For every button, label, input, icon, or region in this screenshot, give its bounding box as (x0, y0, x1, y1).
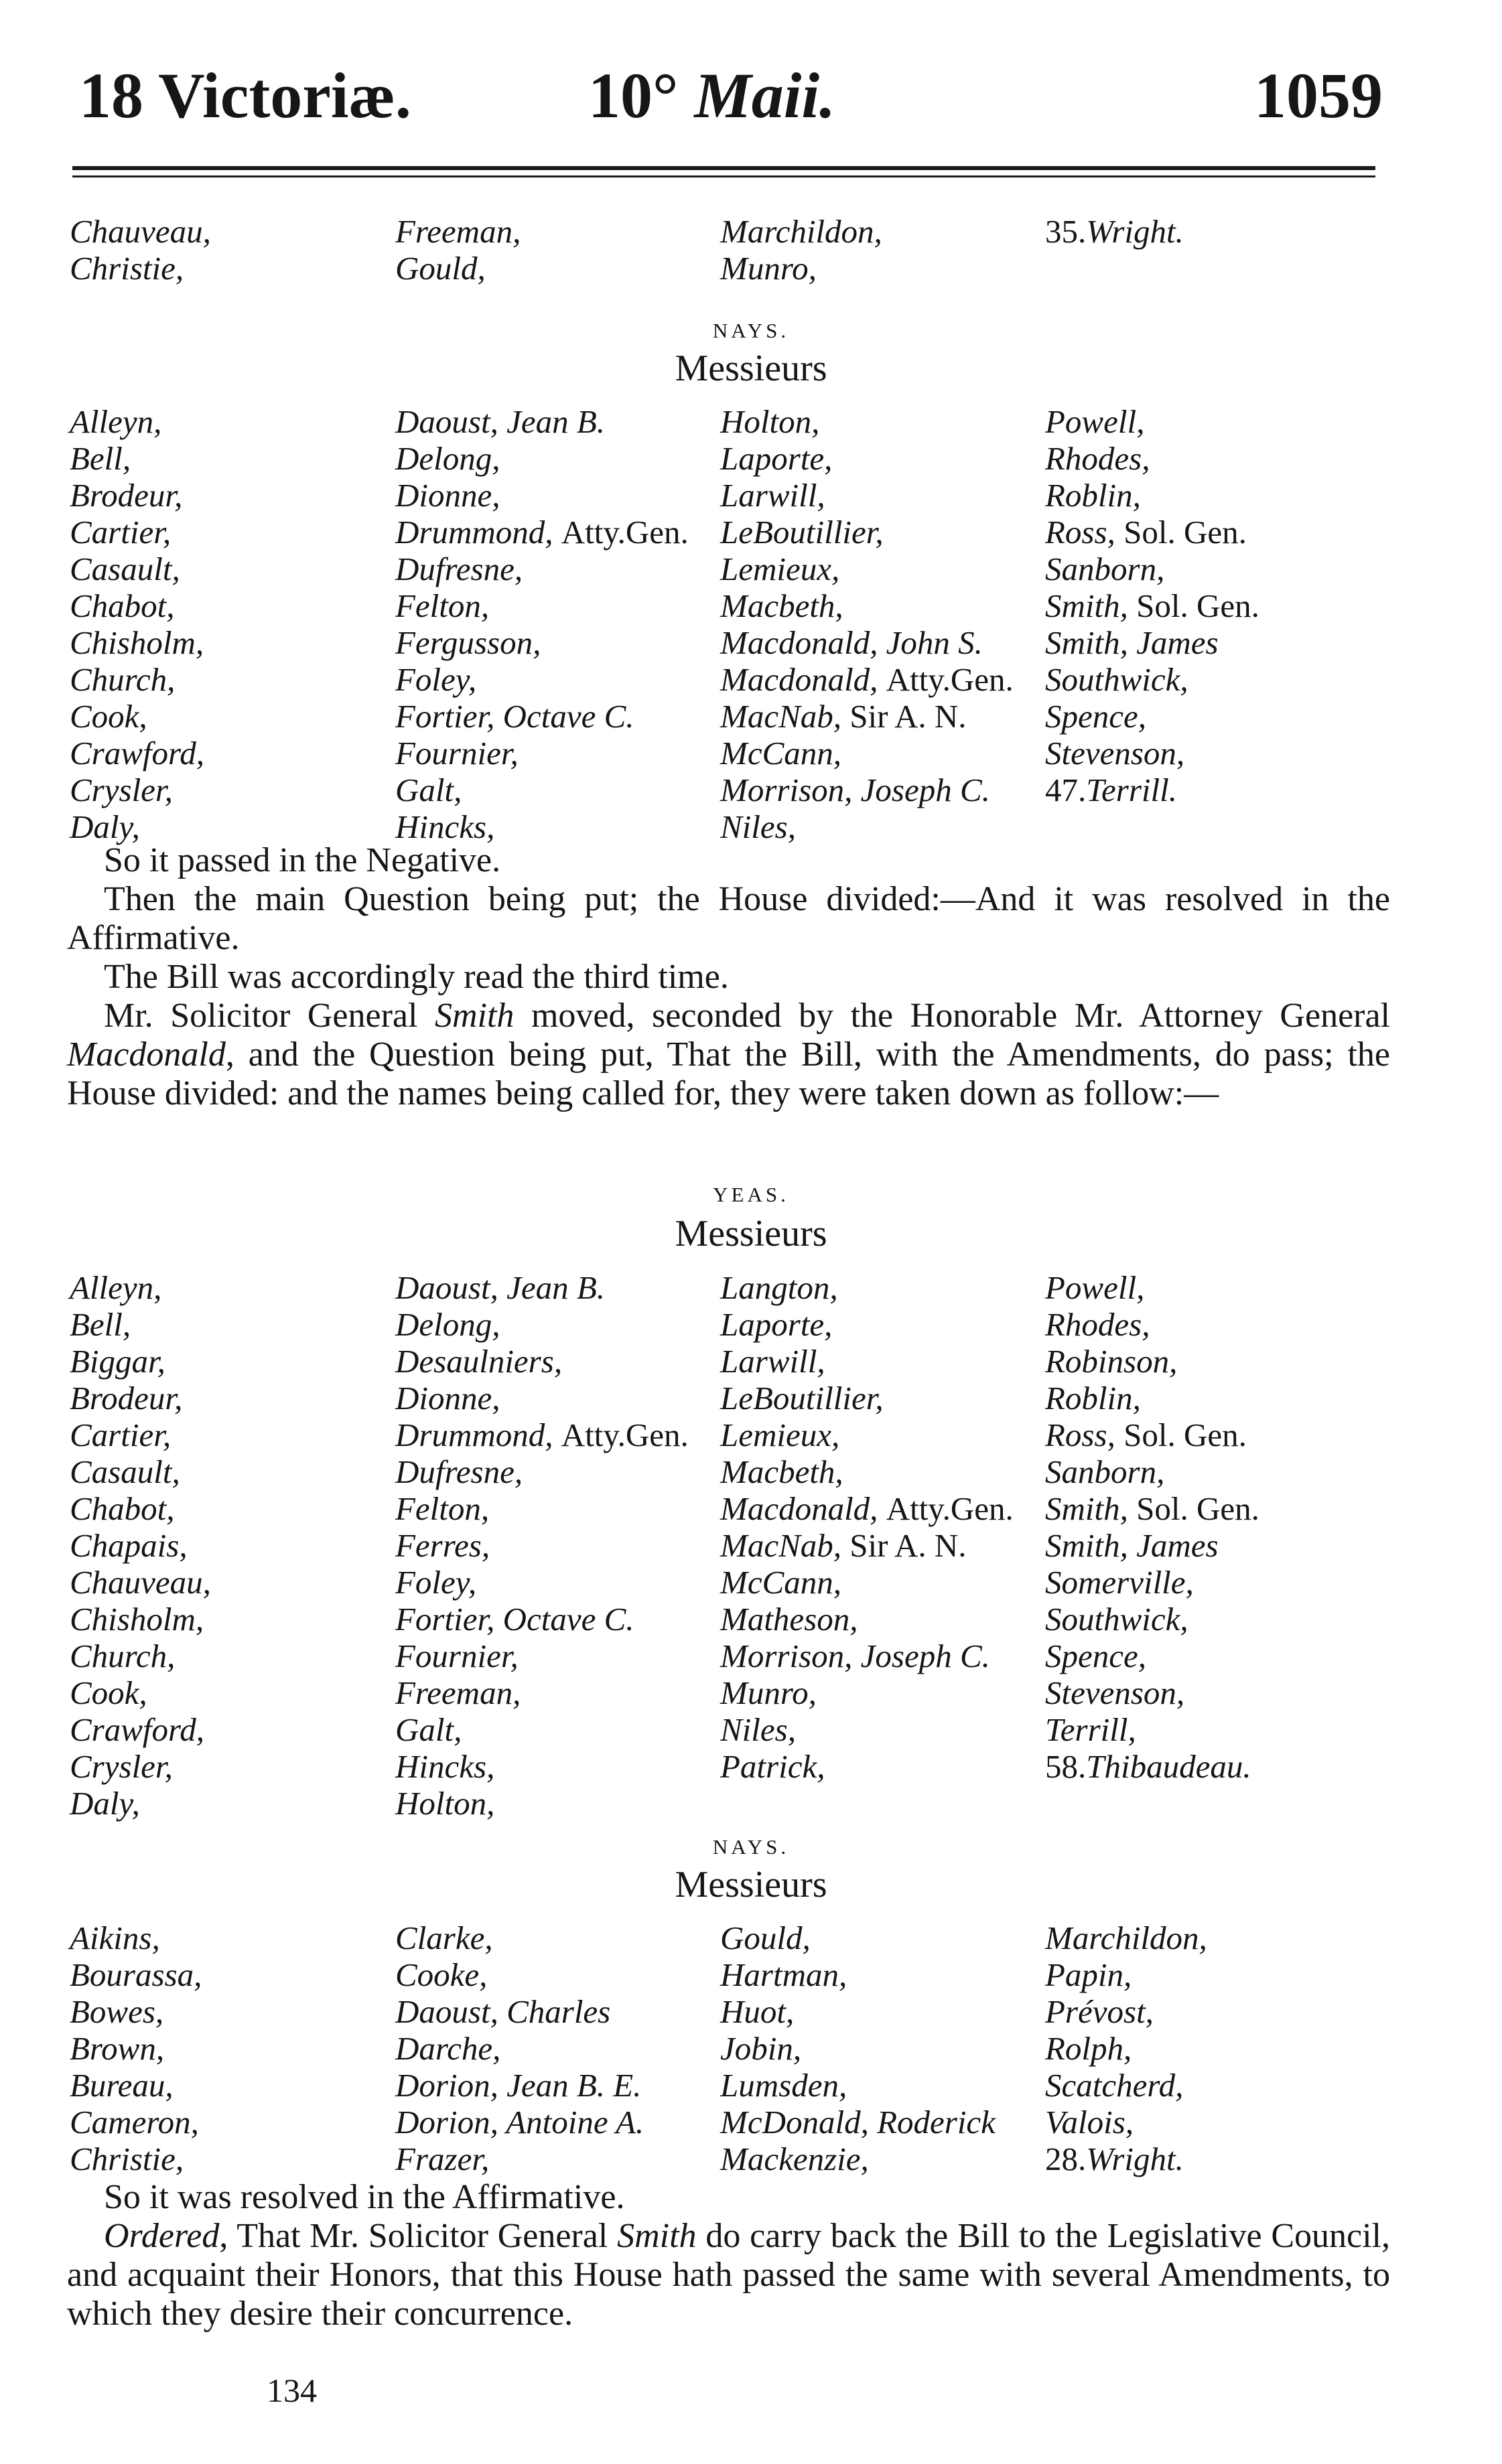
member-name: Cartier, (70, 514, 172, 551)
proceedings-text-2 (67, 2178, 1390, 2333)
member-name: Galt, (395, 1711, 462, 1748)
member-name: Somerville, (1045, 1564, 1194, 1601)
member-name: Bell, (70, 440, 131, 477)
member-name: Cooke, (395, 1956, 488, 1993)
member-name: Holton, (395, 1785, 495, 1822)
paragraph-main-question: Then the main Question being put; the House divided:—And it was resolved in the Affirmative. (67, 880, 1390, 957)
name-row (0, 698, 1502, 735)
paragraph-third-reading: The Bill was accordingly read the third time. (104, 958, 729, 996)
member-name: Gould, (720, 1919, 811, 1956)
member-name: Morrison, Joseph C. (720, 772, 990, 808)
member-name: McDonald, Roderick (720, 2104, 996, 2141)
member-name: Macbeth, (720, 587, 843, 624)
member-name: Huot, (720, 1993, 795, 2030)
member-name: McCann, (720, 1564, 841, 1601)
member-name: Casault, (70, 1453, 180, 1490)
name-row (0, 551, 1502, 587)
member-name: LeBoutillier, (720, 514, 884, 551)
member-name: Rolph, (1045, 2030, 1132, 2067)
name-row (0, 1269, 1502, 1306)
name-row (0, 624, 1502, 661)
member-name: Fournier, (395, 735, 519, 772)
member-name: Smith, James (1045, 624, 1219, 661)
member-name: Drummond, Atty.Gen. (395, 514, 689, 551)
member-name: Drummond, Atty.Gen. (395, 1417, 689, 1453)
member-name: Powell, (1045, 1269, 1145, 1306)
member-name: Foley, (395, 1564, 477, 1601)
member-name: Freeman, (395, 213, 521, 250)
date-day: 10° (588, 60, 679, 131)
member-name: Hartman, (720, 1956, 847, 1993)
member-name: Alleyn, (70, 1269, 162, 1306)
member-name: Roblin, (1045, 1380, 1141, 1417)
member-name: MacNab, Sir A. N. (720, 1527, 967, 1564)
name-row (0, 1343, 1502, 1380)
member-name: Cook, (70, 698, 147, 735)
member-name: Laporte, (720, 1306, 833, 1343)
member-name: Church, (70, 661, 176, 698)
member-name: Chabot, (70, 587, 175, 624)
member-name: McCann, (720, 735, 841, 772)
member-name: Brodeur, (70, 477, 183, 514)
division-1-yeas-list (0, 213, 1502, 287)
member-name: Prévost, (1045, 1993, 1154, 2030)
member-name: Smith, James (1045, 1527, 1219, 1564)
member-name: Aikins, (70, 1919, 160, 1956)
name-row (0, 772, 1502, 808)
member-name: Dufresne, (395, 1453, 523, 1490)
member-name: 58.Thibaudeau. (1045, 1748, 1251, 1785)
name-row (0, 661, 1502, 698)
name-row (0, 2104, 1502, 2141)
member-name: Macdonald, John S. (720, 624, 983, 661)
division-2-yeas-heading: YEAS. (713, 1183, 789, 1206)
member-name: Macbeth, (720, 1453, 843, 1490)
member-name: Fournier, (395, 1638, 519, 1674)
division-2-yeas-messieurs: Messieurs (675, 1213, 827, 1254)
member-name: Freeman, (395, 1674, 521, 1711)
proceedings-text-1 (67, 841, 1390, 1113)
name-row (0, 514, 1502, 551)
member-name: Fergusson, (395, 624, 541, 661)
header-rule-thin (72, 175, 1375, 177)
member-name: Daoust, Jean B. (395, 403, 605, 440)
member-name: Bourassa, (70, 1956, 202, 1993)
division-1-nays-heading: NAYS. (712, 319, 790, 342)
member-name: Crawford, (70, 1711, 205, 1748)
member-name: Church, (70, 1638, 176, 1674)
member-name: Chisholm, (70, 624, 204, 661)
name-row (0, 1919, 1502, 1956)
member-name: Southwick, (1045, 1601, 1188, 1638)
date-month: Maii. (694, 60, 836, 131)
member-name: Marchildon, (1045, 1919, 1207, 1956)
division-1-nays-list (0, 403, 1502, 845)
member-name: MacNab, Sir A. N. (720, 698, 967, 735)
member-name: Holton, (720, 403, 820, 440)
member-name: Spence, (1045, 698, 1146, 735)
member-name: Foley, (395, 661, 477, 698)
page-number: 1059 (1254, 60, 1383, 131)
member-name: Gould, (395, 250, 486, 287)
member-name: Robinson, (1045, 1343, 1178, 1380)
member-name: Lumsden, (720, 2067, 847, 2104)
member-name: Dufresne, (395, 551, 523, 587)
signature-folio: 134 (267, 2372, 317, 2409)
member-name: Felton, (395, 587, 490, 624)
member-name: Ross, Sol. Gen. (1045, 1417, 1247, 1453)
name-row (0, 2067, 1502, 2104)
member-name: Brodeur, (70, 1380, 183, 1417)
paragraph-negative: So it passed in the Negative. (104, 841, 501, 879)
member-name: Jobin, (720, 2030, 802, 2067)
member-name: Dionne, (395, 477, 500, 514)
member-name: Christie, (70, 250, 184, 287)
member-name: Matheson, (720, 1601, 858, 1638)
member-name: Alleyn, (70, 403, 162, 440)
member-name: Munro, (720, 250, 817, 287)
name-row (0, 1638, 1502, 1674)
name-row (0, 1748, 1502, 1785)
name-row (0, 1453, 1502, 1490)
name-row (0, 1564, 1502, 1601)
member-name: Fortier, Octave C. (395, 1601, 634, 1638)
name-row (0, 1711, 1502, 1748)
member-name: Daoust, Charles (395, 1993, 611, 2030)
member-name: Biggar, (70, 1343, 165, 1380)
name-row (0, 1993, 1502, 2030)
member-name: Munro, (720, 1674, 817, 1711)
member-name: Sanborn, (1045, 1453, 1165, 1490)
member-name: Bureau, (70, 2067, 174, 2104)
division-2-nays-heading: NAYS. (712, 1835, 790, 1859)
member-name: Valois, (1045, 2104, 1134, 2141)
member-name: Larwill, (720, 477, 825, 514)
member-name: Cook, (70, 1674, 147, 1711)
member-name: Bowes, (70, 1993, 164, 2030)
member-name: Marchildon, (720, 213, 882, 250)
member-name: Papin, (1045, 1956, 1132, 1993)
member-name: Morrison, Joseph C. (720, 1638, 990, 1674)
name-row (0, 2141, 1502, 2177)
member-name: Langton, (720, 1269, 838, 1306)
division-1-nays-messieurs: Messieurs (675, 348, 827, 389)
name-row (0, 1674, 1502, 1711)
member-name: Macdonald, Atty.Gen. (720, 1490, 1014, 1527)
member-name: Niles, (720, 1711, 796, 1748)
member-name: Chapais, (70, 1527, 188, 1564)
member-name: Christie, (70, 2141, 184, 2177)
member-name: Cartier, (70, 1417, 172, 1453)
member-name: Niles, (720, 808, 796, 845)
member-name: Macdonald, Atty.Gen. (720, 661, 1014, 698)
name-row (0, 1785, 1502, 1822)
member-name: Delong, (395, 440, 500, 477)
member-name: Lemieux, (720, 551, 840, 587)
member-name: Dorion, Jean B. E. (395, 2067, 642, 2104)
member-name: Crawford, (70, 735, 205, 772)
member-name: Chauveau, (70, 213, 211, 250)
member-name: Hincks, (395, 1748, 495, 1785)
member-name: Dorion, Antoine A. (395, 2104, 644, 2141)
member-name: Stevenson, (1045, 1674, 1185, 1711)
member-name: Darche, (395, 2030, 501, 2067)
member-name: Smith, Sol. Gen. (1045, 1490, 1259, 1527)
member-name: Ferres, (395, 1527, 490, 1564)
division-2-yeas-list (0, 1269, 1502, 1822)
member-name: Bell, (70, 1306, 131, 1343)
member-name: Fortier, Octave C. (395, 698, 634, 735)
member-name: Daly, (70, 808, 140, 845)
member-name: Powell, (1045, 403, 1145, 440)
member-name: Casault, (70, 551, 180, 587)
name-row (0, 1956, 1502, 1993)
member-name: Sanborn, (1045, 551, 1165, 587)
member-name: Chauveau, (70, 1564, 211, 1601)
member-name: Daly, (70, 1785, 140, 1822)
member-name: Frazer, (395, 2141, 490, 2177)
member-name: Desaulniers, (395, 1343, 563, 1380)
name-row (0, 2030, 1502, 2067)
name-row (0, 1380, 1502, 1417)
member-name: Crysler, (70, 1748, 173, 1785)
member-name: Rhodes, (1045, 440, 1150, 477)
member-name: Lemieux, (720, 1417, 840, 1453)
name-row (0, 403, 1502, 440)
member-name: Hincks, (395, 808, 495, 845)
name-row (0, 477, 1502, 514)
name-row (0, 808, 1502, 845)
member-name: LeBoutillier, (720, 1380, 884, 1417)
member-name: Stevenson, (1045, 735, 1185, 772)
member-name: Rhodes, (1045, 1306, 1150, 1343)
name-row (0, 1490, 1502, 1527)
member-name: Galt, (395, 772, 462, 808)
paragraph-ordered: Ordered, That Mr. Solicitor General Smith do carry back the Bill to the Legislative Council, and acquaint their Honors, that this House hath passed the same with several Amendments, to which they desire their concurrence. (67, 2217, 1390, 2333)
member-name: Felton, (395, 1490, 490, 1527)
member-name: Dionne, (395, 1380, 500, 1417)
member-name: Scatcherd, (1045, 2067, 1184, 2104)
member-name: Chabot, (70, 1490, 175, 1527)
name-row (0, 250, 1502, 287)
member-name: Spence, (1045, 1638, 1146, 1674)
name-row (0, 735, 1502, 772)
member-name: Cameron, (70, 2104, 199, 2141)
member-name: Chisholm, (70, 1601, 204, 1638)
name-row (0, 213, 1502, 250)
member-name: Crysler, (70, 772, 173, 808)
member-name: Daoust, Jean B. (395, 1269, 605, 1306)
member-name: Roblin, (1045, 477, 1141, 514)
paragraph-motion: Mr. Solicitor General Smith moved, seconded by the Honorable Mr. Attorney General Macdonald, and the Question being put, That the Bill, with the Amendments, do pass; the House divided: and the names being called for, they were taken down as follow:— (67, 997, 1390, 1112)
member-name: Smith, Sol. Gen. (1045, 587, 1259, 624)
paragraph-resolved: So it was resolved in the Affirmative. (104, 2178, 625, 2216)
name-row (0, 1527, 1502, 1564)
member-name: Delong, (395, 1306, 500, 1343)
member-name: Terrill, (1045, 1711, 1136, 1748)
member-name: Clarke, (395, 1919, 493, 1956)
member-name: Ross, Sol. Gen. (1045, 514, 1247, 551)
header-rule (72, 166, 1375, 170)
member-name: 47.Terrill. (1045, 772, 1177, 808)
member-name: Southwick, (1045, 661, 1188, 698)
name-row (0, 1417, 1502, 1453)
division-2-nays-messieurs: Messieurs (675, 1864, 827, 1905)
member-name: 28.Wright. (1045, 2141, 1184, 2177)
member-name: Larwill, (720, 1343, 825, 1380)
running-head-regnal-year: 18 Victoriæ. (79, 60, 411, 131)
name-row (0, 1601, 1502, 1638)
member-name: Patrick, (720, 1748, 825, 1785)
member-name: Laporte, (720, 440, 833, 477)
member-name: 35.Wright. (1045, 213, 1184, 250)
member-name: Brown, (70, 2030, 165, 2067)
name-row (0, 587, 1502, 624)
name-row (0, 1306, 1502, 1343)
division-2-nays-list (0, 1919, 1502, 2177)
name-row (0, 440, 1502, 477)
running-head-date (588, 60, 836, 131)
member-name: Mackenzie, (720, 2141, 869, 2177)
